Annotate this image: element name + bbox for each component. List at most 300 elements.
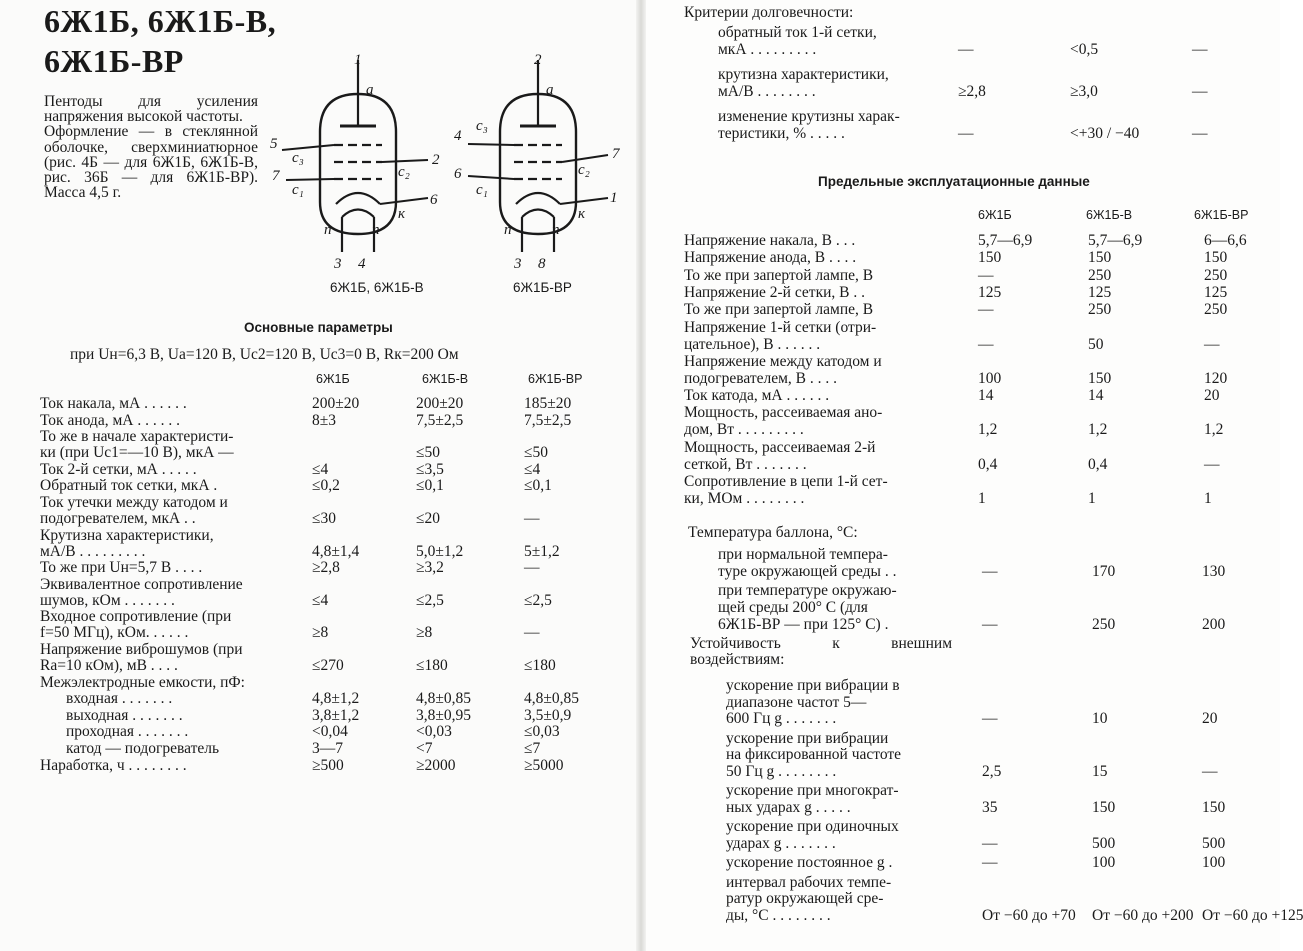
row-label-line: ды, °С . . . . . . . .: [726, 906, 831, 924]
row-label-line: ускорение при вибрации в: [726, 677, 900, 694]
value-cell: 3,5±0,9: [524, 706, 572, 724]
table-row: [684, 232, 1274, 249]
row-label-line: туре окружающей среды . .: [718, 563, 897, 580]
description-purpose: Пентоды для усиления напряжения высокой частоты.: [44, 93, 258, 126]
value-cell: 250: [1088, 266, 1112, 284]
table-row: [726, 873, 1303, 925]
table-row: [684, 267, 1274, 284]
value-cell: —: [524, 559, 540, 577]
row-label: [40, 528, 304, 560]
table-row: [40, 691, 640, 707]
pin-label: 3: [514, 256, 522, 272]
value-cell: ≤0,1: [524, 477, 552, 495]
cathode-label: к: [578, 206, 586, 222]
value-cell: —: [1202, 762, 1218, 780]
row-label-line: Наработка, ч . . . . . . . .: [40, 756, 187, 774]
value-cell: 0,4: [978, 455, 998, 473]
row-label-line: мкА . . . . . . . . .: [718, 41, 817, 58]
row-label-line: шумов, кОм . . . . . . .: [40, 591, 175, 609]
value-cell: 5,7—6,9: [1088, 232, 1143, 249]
value-cell: От −60 до +125: [1202, 906, 1303, 924]
value-cell: 20: [1204, 387, 1220, 405]
value-cell: 170: [1092, 563, 1116, 580]
row-label-line: Rа=10 кОм), мВ . . . .: [40, 657, 178, 674]
grid-label: с₂: [398, 164, 410, 180]
value-cell: —: [982, 834, 998, 852]
pin-label: 7: [612, 146, 620, 162]
table-row: [726, 783, 1278, 816]
value-cell: —: [982, 563, 998, 580]
row-label: [684, 439, 952, 473]
value-cell: 0,4: [1088, 455, 1108, 473]
table-row: [726, 855, 1278, 872]
row-label: [726, 819, 954, 852]
heater-label: п: [504, 222, 512, 238]
value-cell: —: [1204, 455, 1220, 473]
value-cell: ≥3,2: [416, 559, 444, 577]
pin-label: 2: [432, 152, 440, 168]
row-label: [726, 678, 954, 728]
value-cell: 14: [978, 387, 994, 405]
value-cell: —: [1192, 125, 1208, 142]
row-label-line: крутизна характеристики,: [718, 66, 889, 83]
anode-label: а: [366, 82, 374, 98]
row-label: [718, 546, 952, 580]
value-cell: 100: [1092, 854, 1116, 871]
table-row: [40, 528, 640, 560]
value-cell: 3,8±0,95: [416, 706, 472, 724]
row-label: [718, 24, 952, 58]
row-label-line: Ток 2-й сетки, мА . . . . .: [40, 460, 197, 478]
value-cell: 50: [1088, 335, 1104, 353]
value-cell: ≤4: [312, 591, 329, 609]
row-label: [684, 267, 952, 284]
value-cell: ≤50: [524, 444, 549, 462]
value-cell: ≤3,5: [416, 460, 444, 478]
table-row: [684, 387, 1274, 404]
value-cell: ≥500: [312, 756, 344, 774]
value-cell: 7,5±2,5: [524, 411, 572, 429]
temperature-title: Температура баллона, °С:: [688, 524, 858, 541]
stability-title: Устойчивость к внешним воздействиям:: [690, 635, 952, 668]
table-row: [40, 478, 640, 494]
row-label: [684, 387, 952, 404]
value-cell: 1: [1204, 490, 1212, 507]
row-label: [40, 758, 304, 774]
pin-label: 6: [454, 166, 462, 182]
table-row: [718, 24, 1238, 58]
value-cell: 200±20: [312, 395, 360, 412]
row-label-line: Крутизна характеристики,: [40, 526, 214, 544]
table-row: [684, 319, 1274, 353]
table-row: [40, 462, 640, 478]
value-cell: 150: [1204, 249, 1228, 267]
value-cell: —: [1204, 335, 1220, 353]
value-cell: —: [978, 335, 994, 353]
grid-label: с₃: [476, 118, 488, 134]
value-cell: ≥2,8: [958, 83, 986, 100]
row-label: [40, 609, 304, 641]
value-cell: ≥8: [416, 624, 433, 642]
row-label-line: ки, МОм . . . . . . . .: [684, 490, 805, 507]
table-row: [726, 731, 1278, 781]
row-label-line: цательное), В . . . . . .: [684, 335, 821, 353]
value-cell: 1: [1088, 490, 1096, 507]
row-label-line: интервал рабочих темпе-: [726, 873, 892, 891]
table-row: [684, 439, 1274, 473]
table-row: [40, 708, 640, 724]
main-params-title: Основные параметры: [244, 320, 393, 335]
table-row: [40, 724, 640, 740]
value-cell: 150: [1092, 798, 1116, 816]
value-cell: 10: [1092, 710, 1108, 727]
grid-label: с₂: [578, 162, 590, 178]
row-label: [66, 691, 304, 707]
heater-label: п: [552, 222, 560, 238]
value-cell: —: [978, 266, 994, 284]
row-label-line: Ток анода, мА . . . . . .: [40, 411, 180, 429]
value-cell: 200: [1202, 616, 1226, 633]
value-cell: ≤2,5: [524, 591, 552, 609]
value-cell: 6—6,6: [1204, 232, 1247, 249]
row-label: [66, 724, 304, 740]
value-cell: ≤0,03: [524, 723, 560, 741]
table-row: [40, 675, 640, 691]
value-cell: 150: [978, 249, 1002, 267]
row-label-line: при нормальной темпера-: [718, 546, 888, 563]
value-cell: 250: [1092, 616, 1116, 633]
value-cell: 3,8±1,2: [312, 706, 360, 724]
table-row: [684, 404, 1274, 438]
row-label: [66, 741, 304, 757]
row-label: [40, 675, 304, 691]
value-cell: 1: [978, 490, 986, 507]
value-cell: 100: [1202, 854, 1226, 871]
row-label-line: Напряжение 2-й сетки, В . .: [684, 283, 865, 301]
pinout-diagram-6zh1b-vr: [448, 52, 638, 277]
row-label-line: мА/В . . . . . . . . .: [40, 542, 146, 560]
value-cell: ≤180: [416, 657, 448, 674]
value-cell: 3—7: [312, 740, 343, 757]
row-label: [684, 473, 952, 507]
value-cell: 125: [1204, 283, 1228, 301]
table-row: [718, 108, 1238, 142]
heater-label: п: [372, 222, 380, 238]
row-label: [40, 429, 304, 461]
row-label-line: ных ударах g . . . . .: [726, 798, 851, 816]
row-label-line: Эквивалентное сопротивление: [40, 575, 243, 593]
row-label-line: подогревателем, мкА . .: [40, 510, 196, 527]
value-cell: 20: [1202, 710, 1218, 727]
value-cell: 130: [1202, 563, 1226, 580]
table-row: [40, 429, 640, 461]
value-cell: <+30 / −40: [1070, 125, 1140, 142]
value-cell: <0,03: [416, 723, 452, 741]
table-row: [684, 284, 1274, 301]
description-design: Оформление — в стеклянной оболочке, сверхминиатюрное (рис. 4Б — для 6Ж1Б, 6Ж1Б-В, рис. 36Б — для 6Ж1Б-ВР). Масса 4,5 г.: [44, 123, 258, 202]
value-cell: ≥8: [312, 624, 329, 642]
value-cell: ≥2,8: [312, 559, 340, 577]
row-label-line: 600 Гц g . . . . . . .: [726, 710, 837, 727]
row-label: [40, 560, 304, 576]
value-cell: 2,5: [982, 762, 1002, 780]
value-cell: От −60 до +70: [982, 906, 1076, 924]
pin-label: 1: [610, 190, 618, 206]
value-cell: 125: [978, 283, 1002, 301]
table-row: [40, 495, 640, 527]
pinout-diagram-6zh1b: [268, 52, 458, 277]
row-label-line: подогревателем, В . . . .: [684, 369, 837, 387]
table-row: [40, 577, 640, 609]
row-label: [684, 353, 952, 387]
value-cell: ≤180: [524, 657, 556, 674]
value-cell: 250: [1204, 266, 1228, 284]
row-label-line: обратный ток 1-й сетки,: [718, 24, 877, 41]
value-cell: ≥5000: [524, 756, 564, 774]
row-label: [684, 404, 952, 438]
table-row: [40, 741, 640, 757]
row-label-line: То же при запертой лампе, В: [684, 301, 874, 319]
value-cell: ≤4: [524, 460, 541, 478]
row-label-line: То же при запертой лампе, В: [684, 266, 874, 284]
value-cell: ≥2000: [416, 756, 456, 774]
row-label-line: ускорение при вибрации: [726, 729, 889, 747]
row-label-line: выходная . . . . . . .: [66, 706, 183, 724]
value-cell: —: [978, 301, 994, 319]
value-cell: —: [1192, 41, 1208, 58]
value-cell: ≤0,2: [312, 477, 340, 495]
column-header: 6Ж1Б-ВР: [1194, 208, 1249, 222]
row-label-line: Входное сопротивление (при: [40, 608, 232, 626]
table-row: [726, 678, 1278, 728]
value-cell: 7,5±2,5: [416, 411, 464, 429]
row-label-line: дом, Вт . . . . . . . . .: [684, 421, 804, 439]
row-label-line: Ток накала, мА . . . . . .: [40, 395, 187, 412]
row-label-line: мА/В . . . . . . . .: [718, 83, 816, 100]
row-label-line: на фиксированной частоте: [726, 746, 902, 763]
row-label: [726, 875, 954, 925]
value-cell: 200±20: [416, 395, 464, 412]
grid-label: с₁: [476, 182, 488, 198]
value-cell: 4,8±1,2: [312, 690, 360, 708]
row-label: [684, 232, 952, 249]
value-cell: 1,2: [978, 421, 998, 439]
row-label-line: теристики, % . . . . .: [718, 125, 845, 142]
table-row: [684, 249, 1274, 266]
value-cell: 185±20: [524, 395, 572, 412]
row-label: [718, 108, 952, 142]
value-cell: <0,5: [1070, 41, 1099, 58]
row-label: [684, 319, 952, 353]
value-cell: 5,0±1,2: [416, 542, 464, 560]
value-cell: 100: [978, 369, 1002, 387]
row-label-line: f=50 МГц), кОм. . . . . .: [40, 624, 189, 642]
diagram2-caption: 6Ж1Б-ВР: [513, 280, 572, 295]
criteria-title: Критерии долговечности:: [684, 4, 854, 21]
row-label: [40, 478, 304, 494]
tube-description: [44, 94, 258, 200]
value-cell: —: [1192, 83, 1208, 100]
table-row: [40, 396, 640, 412]
value-cell: 8±3: [312, 411, 337, 429]
row-label-line: проходная . . . . . . .: [66, 723, 189, 741]
row-label-line: Мощность, рассеиваемая 2-й: [684, 438, 876, 456]
pin-label: 4: [358, 256, 366, 272]
value-cell: ≥3,0: [1070, 83, 1098, 100]
value-cell: 150: [1088, 249, 1112, 267]
cathode-label: к: [398, 206, 406, 222]
table-row: [684, 353, 1274, 387]
row-label: [718, 582, 952, 633]
value-cell: 5±1,2: [524, 542, 560, 560]
row-label: [726, 731, 954, 781]
row-label: [40, 396, 304, 412]
row-label-line: Напряжение анода, В . . . .: [684, 249, 857, 267]
value-cell: 500: [1202, 834, 1226, 852]
row-label: [66, 708, 304, 724]
value-cell: 500: [1092, 834, 1116, 852]
pin-label: 2: [534, 52, 542, 68]
column-header: 6Ж1Б-ВР: [528, 372, 583, 386]
heater-label: п: [324, 222, 332, 238]
row-label-line: Напряжение 1-й сетки (отри-: [684, 318, 877, 336]
row-label-line: То же в начале характеристи-: [40, 428, 234, 446]
row-label-line: ускорение постоянное g .: [726, 854, 893, 871]
row-label-line: Межэлектродные емкости, пФ:: [40, 673, 245, 691]
value-cell: —: [982, 710, 998, 727]
value-cell: ≤7: [524, 740, 541, 757]
row-label: [726, 855, 954, 872]
row-label: [40, 462, 304, 478]
value-cell: 4,8±0,85: [524, 690, 580, 708]
column-header: 6Ж1Б-В: [1086, 208, 1133, 222]
value-cell: —: [958, 125, 974, 142]
grid-label: с₃: [292, 150, 304, 166]
value-cell: 5,7—6,9: [978, 232, 1033, 249]
row-label-line: сеткой, Вт . . . . . . .: [684, 455, 807, 473]
pin-label: 8: [538, 256, 546, 272]
anode-label: а: [546, 82, 554, 98]
row-label: [684, 284, 952, 301]
row-label-line: ускорение при многократ-: [726, 782, 899, 799]
value-cell: 1,2: [1088, 421, 1108, 439]
value-cell: —: [524, 510, 540, 527]
row-label-line: при температуре окружаю-: [718, 582, 897, 599]
table-row: [40, 642, 640, 674]
column-header: 6Ж1Б: [316, 372, 350, 386]
table-row: [718, 582, 1278, 633]
value-cell: 120: [1204, 369, 1228, 387]
row-label-line: катод — подогреватель: [66, 740, 220, 757]
row-label-line: Напряжение между катодом и: [684, 352, 882, 370]
row-label-line: изменение крутизны харак-: [718, 108, 900, 125]
pin-label: 7: [272, 168, 280, 184]
measurement-conditions: при Uн=6,3 В, Uа=120 В, Uс2=120 В, Uс3=0 В, Rк=200 Ом: [70, 346, 459, 363]
value-cell: —: [958, 41, 974, 58]
table-row: [718, 66, 1238, 100]
table-row: [726, 819, 1278, 852]
value-cell: 14: [1088, 387, 1104, 405]
row-label: [40, 413, 304, 429]
value-cell: 1,2: [1204, 421, 1224, 439]
table-row: [40, 413, 640, 429]
row-label-line: щей среды 200° С (для: [718, 599, 868, 616]
limits-title: Предельные эксплуатационные данные: [818, 174, 1090, 189]
row-label: [718, 66, 952, 100]
value-cell: 4,8±1,4: [312, 542, 360, 560]
column-header: 6Ж1Б-В: [422, 372, 469, 386]
value-cell: ≤30: [312, 510, 337, 527]
value-cell: <0,04: [312, 723, 348, 741]
row-label-line: Ток катода, мА . . . . . .: [684, 387, 830, 405]
row-label-line: Мощность, рассеиваемая ано-: [684, 404, 883, 422]
value-cell: ≤4: [312, 460, 329, 478]
row-label-line: Сопротивление в цепи 1-й сет-: [684, 473, 888, 490]
row-label-line: ускорение при одиночных: [726, 818, 899, 835]
row-label-line: ратур окружающей сре-: [726, 890, 884, 907]
value-cell: —: [982, 616, 998, 633]
row-label-line: ударах g . . . . . . .: [726, 834, 836, 852]
value-cell: 150: [1202, 798, 1226, 816]
value-cell: ≤0,1: [416, 477, 444, 495]
row-label-line: входная . . . . . . .: [66, 690, 173, 708]
row-label: [684, 249, 952, 266]
pin-label: 1: [354, 52, 362, 68]
value-cell: —: [524, 624, 540, 642]
value-cell: ≤2,5: [416, 591, 444, 609]
value-cell: <7: [416, 740, 433, 757]
row-label-line: Напряжение накала, В . . .: [684, 232, 856, 249]
grid-label: с₁: [292, 182, 304, 198]
table-row: [40, 758, 640, 774]
tube-title-line1: 6Ж1Б, 6Ж1Б-В,: [44, 3, 277, 39]
table-row: [684, 301, 1274, 318]
pin-label: 4: [454, 128, 462, 144]
value-cell: 4,8±0,85: [416, 690, 472, 708]
table-row: [684, 473, 1274, 507]
row-label: [40, 642, 304, 674]
value-cell: ≤50: [416, 444, 441, 462]
value-cell: От −60 до +200: [1092, 906, 1194, 924]
value-cell: 15: [1092, 762, 1108, 780]
table-row: [40, 560, 640, 576]
row-label-line: Напряжение виброшумов (при: [40, 641, 243, 658]
diagram1-caption: 6Ж1Б, 6Ж1Б-В: [330, 280, 424, 295]
value-cell: 150: [1088, 369, 1112, 387]
column-header: 6Ж1Б: [978, 208, 1012, 222]
row-label: [726, 783, 954, 816]
row-label: [40, 495, 304, 527]
row-label: [684, 301, 952, 318]
table-row: [718, 546, 1278, 580]
row-label: [40, 577, 304, 609]
row-label-line: диапазоне частот 5—: [726, 693, 867, 711]
row-label-line: Ток утечки между катодом и: [40, 494, 228, 511]
value-cell: 250: [1204, 301, 1228, 319]
value-cell: 250: [1088, 301, 1112, 319]
row-label-line: 50 Гц g . . . . . . . .: [726, 762, 837, 780]
row-label-line: Обратный ток сетки, мкА .: [40, 477, 218, 495]
value-cell: 125: [1088, 283, 1112, 301]
value-cell: 35: [982, 798, 998, 816]
row-label-line: То же при Uн=5,7 В . . . .: [40, 559, 203, 577]
value-cell: —: [982, 854, 998, 871]
row-label-line: 6Ж1Б-ВР — при 125° С) .: [718, 616, 889, 633]
value-cell: ≤270: [312, 657, 344, 674]
pin-label: 6: [430, 192, 438, 208]
table-row: [40, 609, 640, 641]
pin-label: 5: [270, 136, 278, 152]
